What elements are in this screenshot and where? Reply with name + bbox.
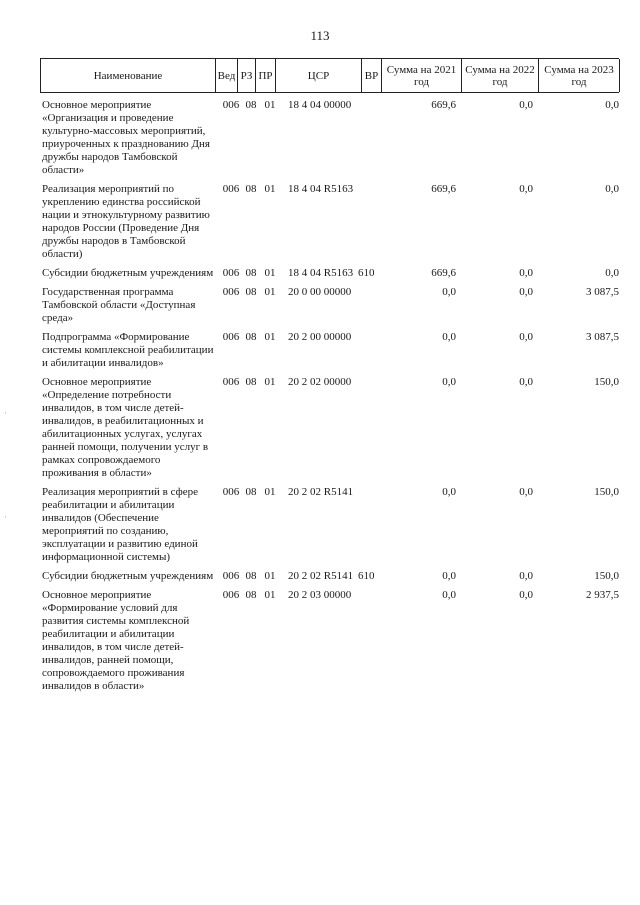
row-name: Подпрограмма «Формирование системы комплексной реабилитации и абилитации инвалидов» [42,331,214,369]
row-sum-2022: 0,0 [519,589,533,601]
row-vr [356,331,382,370]
row-rz: 08 [245,331,257,343]
table-header [40,58,619,93]
row-csr: 20 2 02 R5141 [288,486,354,498]
row-sum-2022: 0,0 [519,99,533,111]
row-csr: 20 2 03 00000 [288,589,352,601]
row-pr: 01 [264,331,276,343]
row-rz: 08 [245,183,257,195]
row-ved: 006 [222,589,240,601]
row-sum-2021: 0,0 [442,331,456,343]
table-row [40,486,619,564]
table-row [40,331,619,370]
page-number: 113 [310,28,330,43]
row-csr: 20 2 02 R5141 [288,570,354,582]
header-sum-2023: Сумма на 2023 год [539,59,620,92]
row-vr [356,486,382,564]
row-vr: 610 [358,570,375,582]
row-ved: 006 [222,286,240,298]
header-pr: ПР [256,59,276,92]
header-rz: РЗ [238,59,256,92]
row-name: Государственная программа Тамбовской области «Доступная среда» [42,286,196,324]
row-sum-2022: 0,0 [519,267,533,279]
header-csr: ЦСР [276,59,362,92]
budget-table [40,58,619,693]
row-ved: 006 [222,183,240,195]
row-name: Реализация мероприятий в сфере реабилитации и абилитации инвалидов (Обеспечение мероприятий по созданию, эксплуатации и развитию единой информационной системы) [42,486,199,563]
row-sum-2023: 0,0 [605,267,619,279]
row-rz: 08 [245,286,257,298]
row-sum-2021: 669,6 [431,267,456,279]
row-vr [356,286,382,325]
row-csr: 18 4 04 R5163 [288,267,354,279]
row-ved: 006 [222,376,240,388]
row-sum-2021: 0,0 [442,589,456,601]
row-ved: 006 [222,486,240,498]
row-sum-2023: 150,0 [594,486,619,498]
row-sum-2021: 669,6 [431,183,456,195]
row-sum-2023: 150,0 [594,376,619,388]
scan-mark: · [4,512,7,522]
row-pr: 01 [264,376,276,388]
table-row [40,589,619,693]
header-sum-2021: Сумма на 2021 год [382,59,462,92]
table-body [40,99,619,693]
row-pr: 01 [264,267,276,279]
row-csr: 18 4 04 R5163 [288,183,354,195]
row-rz: 08 [245,376,257,388]
row-csr: 18 4 04 00000 [288,99,352,111]
row-rz: 08 [245,99,257,111]
row-name: Основное мероприятие «Организация и проведение культурно-массовых мероприятий, приуроченных к празднованию Дня дружбы народов Тамбовской области» [42,99,210,176]
row-sum-2023: 3 087,5 [586,331,619,343]
row-sum-2023: 3 087,5 [586,286,619,298]
table-row [40,376,619,480]
row-rz: 08 [245,589,257,601]
row-sum-2022: 0,0 [519,183,533,195]
row-sum-2023: 150,0 [594,570,619,582]
table-row [40,183,619,261]
header-sum-2022: Сумма на 2022 год [462,59,539,92]
row-ved: 006 [222,331,240,343]
row-sum-2022: 0,0 [519,376,533,388]
header-name: Наименование [41,59,216,92]
row-vr: 610 [358,267,375,279]
row-sum-2022: 0,0 [519,486,533,498]
row-name: Основное мероприятие «Определение потребности инвалидов, в том числе детей-инвалидов, в реабилитационных и абилитационных услугах, услугах ранней помощи, получении услуг в рамках сопровождаемого проживания в области» [42,376,209,479]
row-ved: 006 [222,99,240,111]
row-vr [356,376,382,480]
row-vr [356,183,382,261]
row-sum-2021: 0,0 [442,486,456,498]
row-pr: 01 [264,589,276,601]
row-rz: 08 [245,486,257,498]
row-sum-2023: 0,0 [605,99,619,111]
row-sum-2022: 0,0 [519,570,533,582]
row-csr: 20 0 00 00000 [288,286,352,298]
row-sum-2023: 2 937,5 [586,589,619,601]
row-vr [356,589,382,693]
row-ved: 006 [222,267,240,279]
row-name: Основное мероприятие «Формирование условий для развития системы комплексной реабилитации и абилитации инвалидов, в том числе детей-инвалидов, ранней помощи, сопровождаемого проживания инвалидов в области» [42,589,190,692]
row-csr: 20 2 02 00000 [288,376,352,388]
table-row [40,99,619,177]
row-name: Реализация мероприятий по укреплению единства российской нации и этнокультурному развитию народов России (Проведение Дня дружбы народов в Тамбовской области) [42,183,210,260]
table-row [40,286,619,325]
row-vr [356,99,382,177]
row-sum-2021: 0,0 [442,376,456,388]
row-pr: 01 [264,183,276,195]
row-name: Субсидии бюджетным учреждениям [42,267,214,279]
row-sum-2022: 0,0 [519,286,533,298]
header-vr: ВР [362,59,382,92]
row-sum-2021: 669,6 [431,99,456,111]
row-sum-2022: 0,0 [519,331,533,343]
row-pr: 01 [264,570,276,582]
row-pr: 01 [264,486,276,498]
row-sum-2021: 0,0 [442,286,456,298]
scan-mark: · [4,408,7,418]
table-row [40,267,619,280]
table-row [40,570,619,583]
header-ved: Вед [216,59,238,92]
row-rz: 08 [245,570,257,582]
row-sum-2023: 0,0 [605,183,619,195]
row-pr: 01 [264,99,276,111]
row-rz: 08 [245,267,257,279]
row-ved: 006 [222,570,240,582]
row-sum-2021: 0,0 [442,570,456,582]
row-pr: 01 [264,286,276,298]
row-csr: 20 2 00 00000 [288,331,352,343]
row-name: Субсидии бюджетным учреждениям [42,570,214,582]
